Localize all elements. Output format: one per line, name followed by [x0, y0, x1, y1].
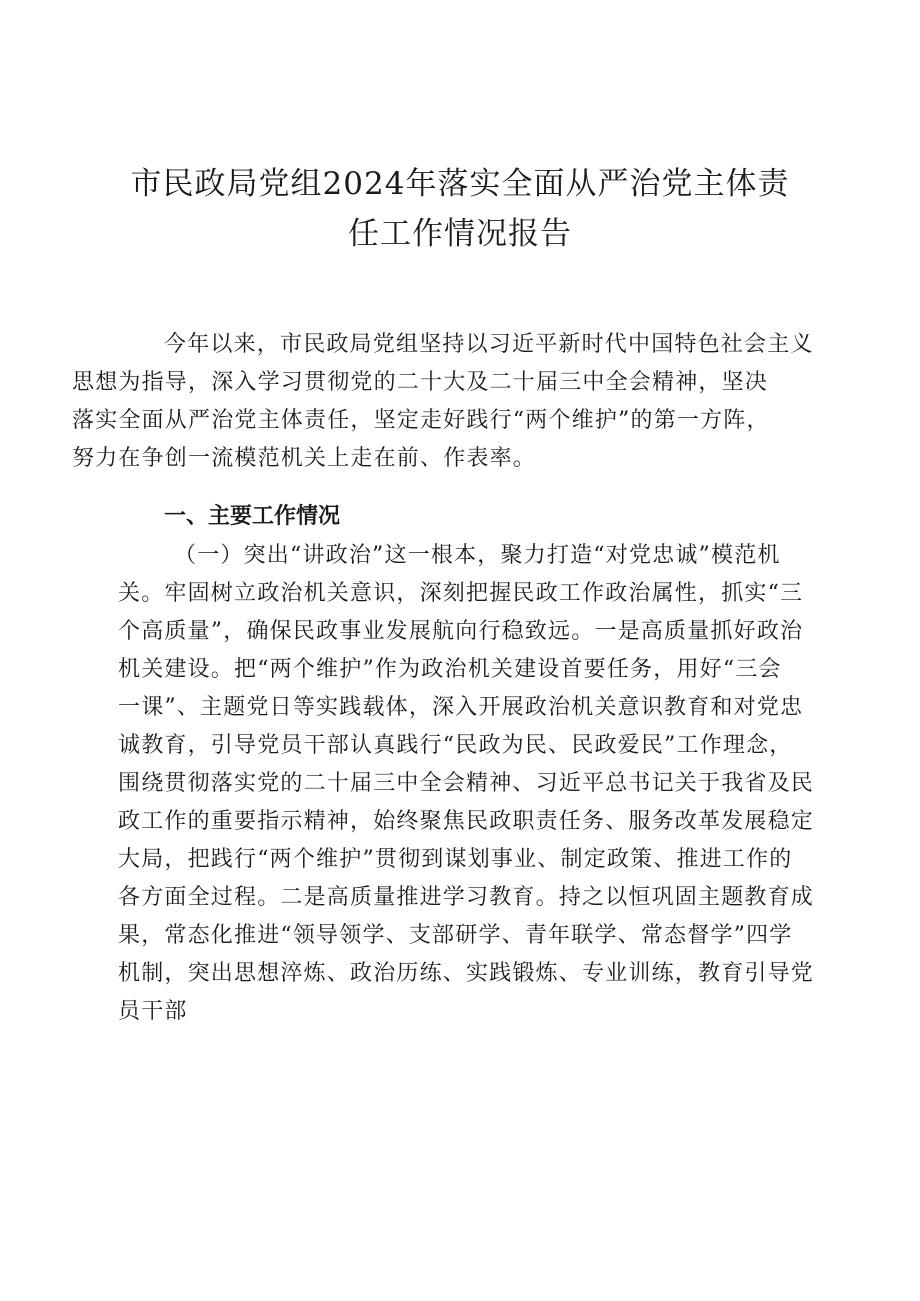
- intro-line: 落实全面从严治党主体责任，坚定走好践行“两个维护”的第一方阵，: [72, 408, 770, 433]
- section1-line: 果，常态化推进“领导领学、支部研学、青年联学、常态督学”四学: [118, 923, 793, 948]
- section1-line: 个高质量”，确保民政事业发展航向行稳致远。一是高质量抓好政治: [118, 619, 804, 644]
- document-title-line-2: 任工作情况报告: [348, 216, 572, 252]
- section-heading-main-work: 一、主要工作情况: [164, 504, 341, 529]
- document-title-line-1: 市民政局党组2024年落实全面从严治党主体责: [130, 166, 790, 202]
- section1-line: 围绕贯彻落实党的二十届三中全会精神、习近平总书记关于我省及民: [118, 771, 815, 796]
- section1-line: 一课”、主题党日等实践载体，深入开展政治机关意识教育和对党忠: [118, 695, 804, 720]
- section1-line: （一）突出“讲政治”这一根本，聚力打造“对党忠诚”模范机: [174, 543, 781, 568]
- section1-line: 机关建设。把“两个维护”作为政治机关建设首要任务，用好“三会: [118, 657, 782, 682]
- section1-line: 各方面全过程。二是高质量推进学习教育。持之以恒巩固主题教育成: [118, 885, 815, 910]
- section1-line: 关。牢固树立政治机关意识，深刻把握民政工作政治属性，抓实“三: [118, 581, 804, 606]
- section1-line: 大局，把践行“两个维护”贯彻到谋划事业、制定政策、推进工作的: [118, 847, 793, 872]
- intro-line: 思想为指导，深入学习贯彻党的二十大及二十届三中全会精神，坚决: [72, 370, 769, 395]
- intro-line: 今年以来，市民政局党组坚持以习近平新时代中国特色社会主义: [164, 332, 814, 357]
- section1-line: 员干部: [118, 999, 188, 1024]
- section1-line: 政工作的重要指示精神，始终聚焦民政职责任务、服务改革发展稳定: [118, 809, 815, 834]
- section1-line: 机制，突出思想淬炼、政治历练、实践锻炼、专业训练，教育引导党: [118, 961, 815, 986]
- section1-paragraph: [118, 537, 824, 1031]
- intro-paragraph: [72, 326, 824, 478]
- section1-line: 诚教育，引导党员干部认真践行“民政为民、民政爱民”工作理念，: [118, 733, 793, 758]
- intro-line: 努力在争创一流模范机关上走在前、作表率。: [72, 446, 537, 471]
